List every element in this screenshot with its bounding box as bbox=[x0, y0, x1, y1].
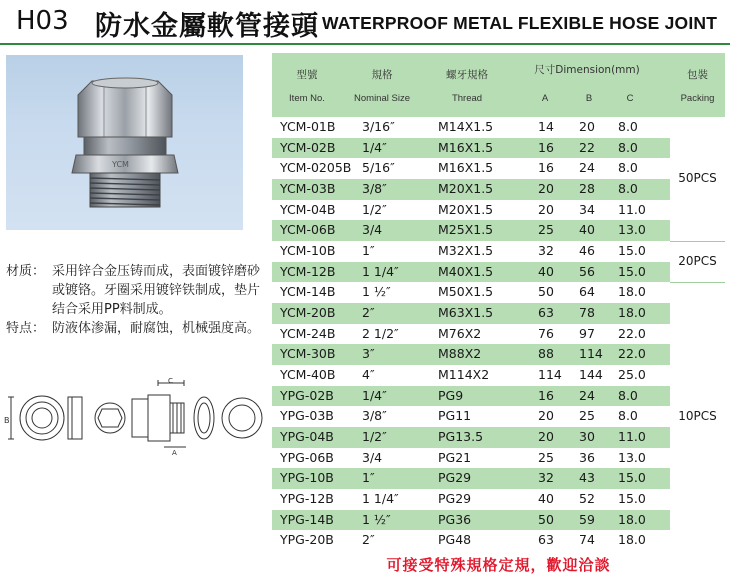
dim-c-cell: 8.0 bbox=[618, 139, 638, 155]
table-header bbox=[272, 53, 725, 117]
technical-drawing bbox=[4, 375, 266, 455]
size-cell: 1 1/4″ bbox=[362, 263, 399, 279]
header-dimension: 尺寸Dimension(mm) bbox=[534, 64, 640, 76]
svg-text:YCM: YCM bbox=[112, 160, 129, 169]
dim-b-cell: 43 bbox=[579, 470, 595, 486]
dim-a-cell: 63 bbox=[538, 532, 554, 548]
item-cell: YCM-10B bbox=[280, 243, 336, 259]
dim-b-cell: 30 bbox=[579, 429, 595, 445]
size-cell: 1/4″ bbox=[362, 387, 387, 403]
size-cell: 1″ bbox=[362, 243, 375, 259]
table-row bbox=[272, 158, 670, 179]
hose-joint-image bbox=[6, 55, 243, 230]
item-cell: YPG-12B bbox=[280, 491, 334, 507]
table-row bbox=[272, 489, 670, 510]
dim-a-cell: 40 bbox=[538, 491, 554, 507]
dim-c-cell: 13.0 bbox=[618, 449, 646, 465]
header-size-cn: 規格 bbox=[371, 69, 393, 81]
table-row bbox=[272, 138, 670, 159]
table-row bbox=[272, 282, 670, 303]
dim-c-cell: 8.0 bbox=[618, 160, 638, 176]
size-cell: 1 ½″ bbox=[362, 284, 391, 300]
item-cell: YCM-02B bbox=[280, 139, 336, 155]
drawing-label-a: A bbox=[172, 449, 177, 455]
size-cell: 3/8″ bbox=[362, 181, 387, 196]
dim-a-cell: 63 bbox=[538, 305, 554, 321]
dim-a-cell: 50 bbox=[538, 511, 554, 527]
table-row bbox=[272, 510, 670, 531]
table-row bbox=[272, 406, 670, 427]
dim-b-cell: 64 bbox=[579, 284, 595, 300]
dim-b-cell: 97 bbox=[579, 325, 595, 341]
dim-b-cell: 20 bbox=[579, 119, 595, 134]
dim-b-cell: 56 bbox=[579, 263, 595, 279]
size-cell: 1 ½″ bbox=[362, 511, 391, 527]
feature-row bbox=[6, 319, 264, 338]
size-cell: 1 1/4″ bbox=[362, 491, 399, 507]
dim-a-cell: 32 bbox=[538, 470, 554, 486]
thread-cell: M25X1.5 bbox=[438, 222, 494, 238]
item-cell: YCM-06B bbox=[280, 222, 336, 238]
header-dim-a: A bbox=[541, 93, 549, 104]
thread-cell: M16X1.5 bbox=[438, 139, 494, 155]
item-cell: YPG-03B bbox=[280, 408, 334, 424]
table-row bbox=[272, 468, 670, 489]
size-cell: 1/4″ bbox=[362, 139, 387, 155]
dim-b-cell: 24 bbox=[579, 387, 595, 403]
dim-c-cell: 18.0 bbox=[618, 284, 646, 300]
packing-column bbox=[670, 117, 725, 551]
table-row bbox=[272, 179, 670, 200]
size-cell: 1/2″ bbox=[362, 201, 387, 217]
dim-b-cell: 52 bbox=[579, 491, 595, 507]
size-cell: 2 1/2″ bbox=[362, 325, 399, 341]
dim-b-cell: 78 bbox=[579, 305, 595, 321]
item-cell: YPG-20B bbox=[280, 532, 334, 548]
dim-a-cell: 32 bbox=[538, 243, 554, 259]
dim-c-cell: 11.0 bbox=[618, 429, 646, 445]
size-cell: 3/4 bbox=[362, 222, 383, 238]
dim-c-cell: 22.0 bbox=[618, 325, 646, 341]
dim-a-cell: 20 bbox=[538, 408, 554, 424]
dim-a-cell: 14 bbox=[538, 119, 554, 134]
dim-c-cell: 18.0 bbox=[618, 305, 646, 321]
packing-label: 10PCS bbox=[678, 408, 717, 423]
thread-cell: M16X1.5 bbox=[438, 160, 494, 176]
thread-cell: M20X1.5 bbox=[438, 201, 494, 217]
dim-c-cell: 11.0 bbox=[618, 201, 646, 217]
thread-cell: PG29 bbox=[438, 491, 472, 507]
header-size-en: Nominal Size bbox=[354, 93, 410, 104]
material-row bbox=[6, 262, 264, 319]
table-row bbox=[272, 262, 670, 283]
product-title-en: WATERPROOF METAL FLEXIBLE HOSE JOINT bbox=[322, 13, 718, 33]
drawing-label-c: C bbox=[168, 377, 173, 385]
header-thread-cn: 螺牙規格 bbox=[446, 69, 488, 81]
dim-c-cell: 8.0 bbox=[618, 408, 638, 424]
dim-b-cell: 59 bbox=[579, 511, 595, 527]
dim-c-cell: 22.0 bbox=[618, 346, 646, 362]
item-cell: YPG-10B bbox=[280, 470, 334, 486]
dim-a-cell: 88 bbox=[538, 346, 554, 362]
dim-c-cell: 15.0 bbox=[618, 491, 646, 507]
dim-c-cell: 18.0 bbox=[618, 532, 646, 548]
header-thread-en: Thread bbox=[451, 93, 483, 104]
item-cell: YCM-30B bbox=[280, 346, 336, 362]
thread-cell: M40X1.5 bbox=[438, 263, 494, 279]
thread-cell: M32X1.5 bbox=[438, 243, 494, 259]
item-cell: YPG-02B bbox=[280, 387, 334, 403]
table-row bbox=[272, 386, 670, 407]
item-cell: YCM-12B bbox=[280, 263, 336, 279]
thread-cell: M20X1.5 bbox=[438, 181, 494, 196]
thread-cell: PG36 bbox=[438, 511, 472, 527]
size-cell: 3/16″ bbox=[362, 119, 395, 134]
dim-c-cell: 13.0 bbox=[618, 222, 646, 238]
product-photo bbox=[6, 55, 243, 230]
dim-a-cell: 16 bbox=[538, 387, 554, 403]
item-cell: YCM-03B bbox=[280, 181, 336, 196]
table-row bbox=[272, 324, 670, 345]
dim-a-cell: 25 bbox=[538, 222, 554, 238]
packing-separator bbox=[670, 241, 725, 242]
header-divider bbox=[0, 43, 730, 45]
size-cell: 2″ bbox=[362, 305, 375, 321]
item-cell: YPG-04B bbox=[280, 429, 334, 445]
dim-a-cell: 16 bbox=[538, 160, 554, 176]
header-dim-b: B bbox=[585, 93, 593, 104]
exploded-view-drawing bbox=[4, 375, 266, 455]
size-cell: 5/16″ bbox=[362, 160, 395, 176]
item-cell: YPG-06B bbox=[280, 449, 334, 465]
size-cell: 3″ bbox=[362, 346, 375, 362]
table-row bbox=[272, 117, 670, 138]
dim-a-cell: 25 bbox=[538, 449, 554, 465]
dim-c-cell: 15.0 bbox=[618, 263, 646, 279]
table-row bbox=[272, 241, 670, 262]
dim-c-cell: 8.0 bbox=[618, 387, 638, 403]
header-item-cn: 型號 bbox=[296, 69, 318, 81]
description bbox=[6, 262, 264, 338]
page-header bbox=[0, 0, 730, 44]
dim-b-cell: 74 bbox=[579, 532, 595, 548]
thread-cell: M14X1.5 bbox=[438, 119, 494, 134]
table-row bbox=[272, 220, 670, 241]
drawing-label-b: B bbox=[4, 416, 10, 425]
dim-c-cell: 25.0 bbox=[618, 367, 646, 383]
feature-key: 特点： bbox=[6, 321, 46, 336]
item-cell: YCM-14B bbox=[280, 284, 336, 300]
dim-a-cell: 40 bbox=[538, 263, 554, 279]
table-row bbox=[272, 365, 670, 386]
thread-cell: PG13.5 bbox=[438, 429, 484, 445]
dim-a-cell: 76 bbox=[538, 325, 554, 341]
item-cell: YCM-0205B bbox=[280, 160, 352, 176]
dim-c-cell: 18.0 bbox=[618, 511, 646, 527]
spec-table bbox=[272, 53, 725, 551]
dim-a-cell: 16 bbox=[538, 139, 554, 155]
dim-a-cell: 50 bbox=[538, 284, 554, 300]
dim-b-cell: 22 bbox=[579, 139, 595, 155]
material-key: 材质： bbox=[6, 264, 46, 279]
item-cell: YPG-14B bbox=[280, 511, 334, 527]
item-cell: YCM-40B bbox=[280, 367, 336, 383]
item-cell: YCM-24B bbox=[280, 325, 336, 341]
thread-cell: PG11 bbox=[438, 408, 472, 424]
item-cell: YCM-04B bbox=[280, 201, 336, 217]
thread-cell: M88X2 bbox=[438, 346, 482, 362]
dim-b-cell: 28 bbox=[579, 181, 595, 196]
table-row bbox=[272, 427, 670, 448]
header-dim-c: C bbox=[626, 93, 634, 104]
dim-a-cell: 20 bbox=[538, 181, 554, 196]
table-row bbox=[272, 530, 670, 551]
item-cell: YCM-20B bbox=[280, 305, 336, 321]
dim-c-cell: 8.0 bbox=[618, 181, 638, 196]
dim-b-cell: 46 bbox=[579, 243, 595, 259]
table-row bbox=[272, 200, 670, 221]
packing-label: 20PCS bbox=[678, 253, 717, 268]
product-code: H03 bbox=[16, 6, 69, 36]
thread-cell: M63X1.5 bbox=[438, 305, 494, 321]
table-row bbox=[272, 448, 670, 469]
size-cell: 3/8″ bbox=[362, 408, 387, 424]
dim-b-cell: 144 bbox=[579, 367, 603, 383]
size-cell: 1/2″ bbox=[362, 429, 387, 445]
dim-a-cell: 20 bbox=[538, 429, 554, 445]
dim-b-cell: 34 bbox=[579, 201, 595, 217]
dim-a-cell: 20 bbox=[538, 201, 554, 217]
thread-cell: PG21 bbox=[438, 449, 472, 465]
header-item-en: Item No. bbox=[289, 93, 325, 104]
table-row bbox=[272, 303, 670, 324]
feature-text: 防液体渗漏，耐腐蚀，机械强度高。 bbox=[52, 321, 261, 336]
header-packing-en: Packing bbox=[680, 93, 715, 104]
dim-c-cell: 15.0 bbox=[618, 243, 646, 259]
size-cell: 3/4 bbox=[362, 449, 383, 465]
thread-cell: M76X2 bbox=[438, 325, 482, 341]
packing-separator bbox=[670, 282, 725, 283]
dim-c-cell: 8.0 bbox=[618, 119, 638, 134]
footer-note: 可接受特殊規格定規，歡迎洽談 bbox=[386, 556, 611, 574]
material-text: 采用锌合金压铸而成，表面镀锌磨砂或镀铬。牙圈采用镀锌铁制成，垫片结合采用PP料制成。 bbox=[52, 264, 261, 317]
dim-b-cell: 40 bbox=[579, 222, 595, 238]
size-cell: 2″ bbox=[362, 532, 375, 548]
table-row bbox=[272, 344, 670, 365]
header-packing-cn: 包裝 bbox=[687, 69, 708, 81]
dim-b-cell: 114 bbox=[579, 346, 603, 362]
product-title-cn: 防水金屬軟管接頭 bbox=[95, 11, 319, 42]
size-cell: 4″ bbox=[362, 367, 375, 383]
thread-cell: M114X2 bbox=[438, 367, 490, 383]
size-cell: 1″ bbox=[362, 470, 375, 486]
dim-a-cell: 114 bbox=[538, 367, 562, 383]
thread-cell: M50X1.5 bbox=[438, 284, 494, 300]
packing-label: 50PCS bbox=[678, 171, 717, 185]
dim-b-cell: 25 bbox=[579, 408, 595, 424]
dim-c-cell: 15.0 bbox=[618, 470, 646, 486]
thread-cell: PG9 bbox=[438, 387, 464, 403]
thread-cell: PG29 bbox=[438, 470, 472, 486]
thread-cell: PG48 bbox=[438, 532, 472, 548]
dim-b-cell: 36 bbox=[579, 449, 595, 465]
item-cell: YCM-01B bbox=[280, 119, 336, 134]
dim-b-cell: 24 bbox=[579, 160, 595, 176]
